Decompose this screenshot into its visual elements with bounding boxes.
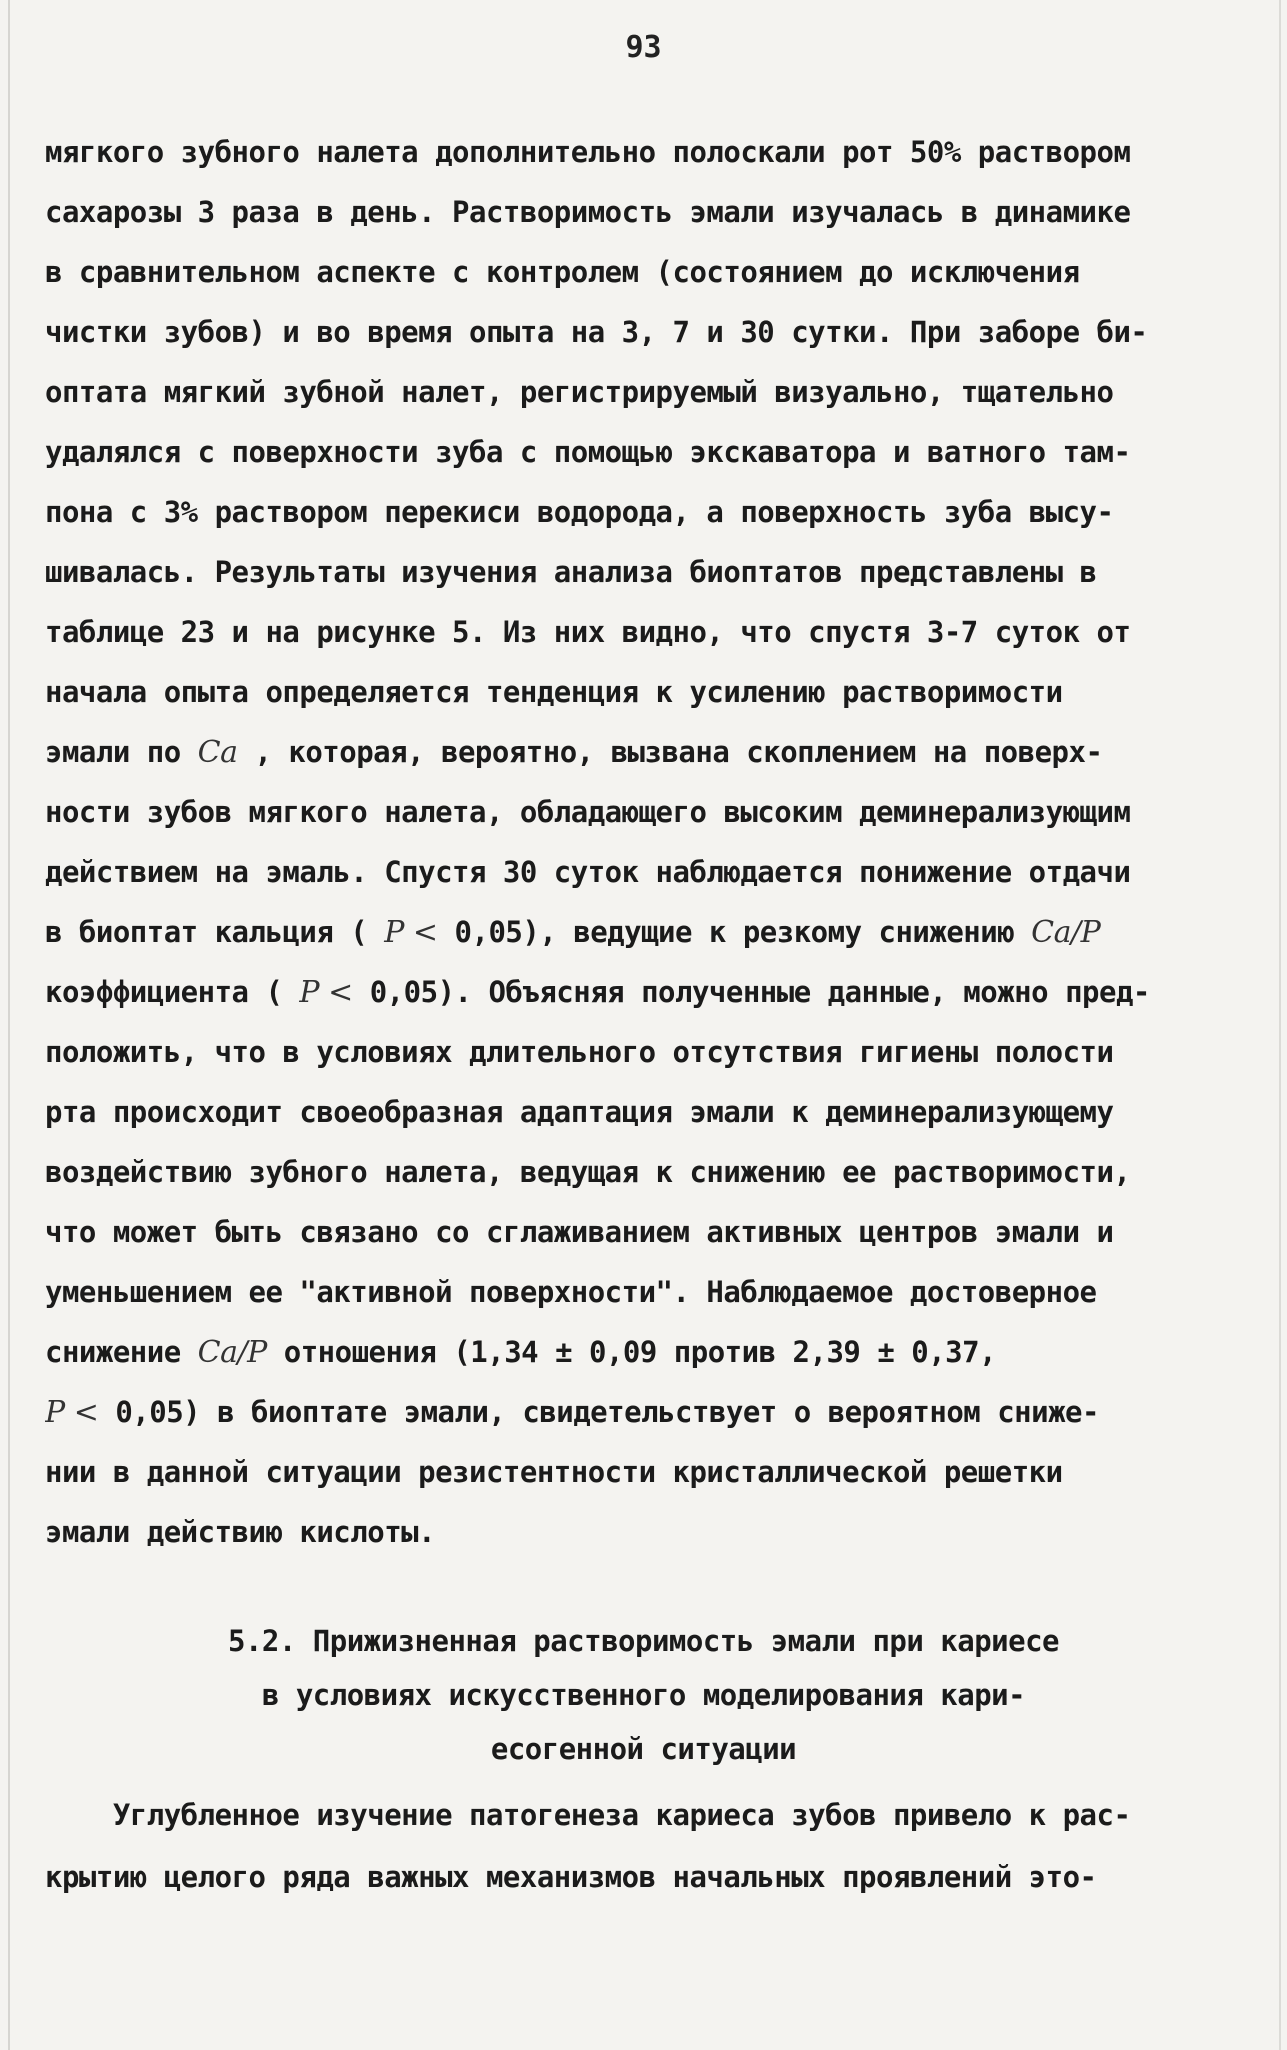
typed-text: 0,05), ведущие к резкому снижению [437, 915, 1032, 949]
text-line [45, 902, 1240, 962]
typed-text: отношения (1,34 ± 0,09 против 2,39 ± 0,37, [266, 1335, 997, 1369]
text-line [45, 1382, 1240, 1442]
text-line [45, 362, 1240, 422]
text-line [45, 302, 1240, 362]
handwritten-insert: Ca/P [197, 1335, 267, 1370]
typed-text: эмали действию кислоты. [45, 1515, 436, 1549]
typed-text: что может быть связано со сглаживанием активных центров эмали и [45, 1215, 1114, 1249]
handwritten-insert: P < [384, 915, 438, 950]
typed-text: снижение [45, 1335, 198, 1369]
typed-text: положить, что в условиях длительного отсутствия гигиены полости [45, 1035, 1114, 1069]
text-line [45, 482, 1240, 542]
heading-line: в условиях искусственного моделирования кари- [261, 1678, 1026, 1712]
typed-text: эмали по [45, 735, 198, 769]
typed-text: уменьшением ее "активной поверхности". Наблюдаемое достоверное [45, 1275, 1097, 1309]
text-line [45, 1142, 1240, 1202]
section-heading [0, 1614, 1287, 1776]
text-line [45, 722, 1240, 782]
typed-text: воздействию зубного налета, ведущая к снижению ее растворимости, [45, 1155, 1131, 1189]
typed-text: мягкого зубного налета дополнительно полоскали рот 50% раствором [45, 135, 1131, 169]
next-paragraph [45, 1784, 1240, 1908]
typed-text: в сравнительном аспекте с контролем (состоянием до исключения [45, 255, 1080, 289]
heading-line: 5.2. Прижизненная растворимость эмали при кариесе [227, 1624, 1059, 1658]
text-line [45, 542, 1240, 602]
text-line [45, 422, 1240, 482]
text-line [45, 1022, 1240, 1082]
text-line [45, 842, 1240, 902]
text-line [45, 122, 1240, 182]
handwritten-insert: P < [45, 1395, 99, 1430]
text-line: крытию целого ряда важных механизмов начальных проявлений это- [45, 1860, 1097, 1894]
handwritten-insert: Ca [197, 735, 238, 770]
typed-text: шивалась. Результаты изучения анализа биоптатов представлены в [45, 555, 1097, 589]
text-line [45, 602, 1240, 662]
text-line [45, 242, 1240, 302]
typed-text: 0,05) в биоптате эмали, свидетельствует о вероятном сниже- [98, 1395, 1099, 1429]
handwritten-insert: Ca/P [1031, 915, 1101, 950]
text-line [45, 182, 1240, 242]
typed-text: начала опыта определяется тенденция к усилению растворимости [45, 675, 1063, 709]
text-line [45, 1442, 1240, 1502]
typed-text: в биоптат кальция ( [45, 915, 385, 949]
typed-text: оптата мягкий зубной налет, регистрируемый визуально, тщательно [45, 375, 1114, 409]
typed-text: чистки зубов) и во время опыта на 3, 7 и 30 сутки. При заборе би- [45, 315, 1148, 349]
handwritten-insert: P < [299, 975, 353, 1010]
typed-text: нии в данной ситуации резистентности кристаллической решетки [45, 1455, 1063, 1489]
text-line [45, 662, 1240, 722]
typed-text: 0,05). Объясняя полученные данные, можно пред- [352, 975, 1150, 1009]
text-line [45, 962, 1240, 1022]
text-line [45, 1502, 1240, 1562]
text-line [45, 1202, 1240, 1262]
typed-text: рта происходит своеобразная адаптация эмали к деминерализующему [45, 1095, 1114, 1129]
typed-text: коэффициента ( [45, 975, 300, 1009]
text-line [45, 1262, 1240, 1322]
typed-text: действием на эмаль. Спустя 30 суток наблюдается понижение отдачи [45, 855, 1131, 889]
body-paragraph [45, 122, 1240, 1562]
typed-text: таблице 23 и на рисунке 5. Из них видно, что спустя 3-7 суток от [45, 615, 1131, 649]
text-line: Углубленное изучение патогенеза кариеса зубов привело к рас- [45, 1798, 1131, 1832]
typed-text: , которая, вероятно, вызвана скоплением на поверх- [237, 735, 1103, 769]
typed-text: сахарозы 3 раза в день. Растворимость эмали изучалась в динамике [45, 195, 1131, 229]
text-line [45, 1322, 1240, 1382]
typed-text: удалялся с поверхности зуба с помощью экскаватора и ватного там- [45, 435, 1131, 469]
typed-text: ности зубов мягкого налета, обладающего высоким деминерализующим [45, 795, 1131, 829]
typed-text: пона с 3% раствором перекиси водорода, а поверхность зуба высу- [45, 495, 1114, 529]
text-line [45, 782, 1240, 842]
heading-line: есогенной ситуации [490, 1732, 797, 1766]
page-number: 93 [625, 30, 662, 65]
text-line [45, 1082, 1240, 1142]
